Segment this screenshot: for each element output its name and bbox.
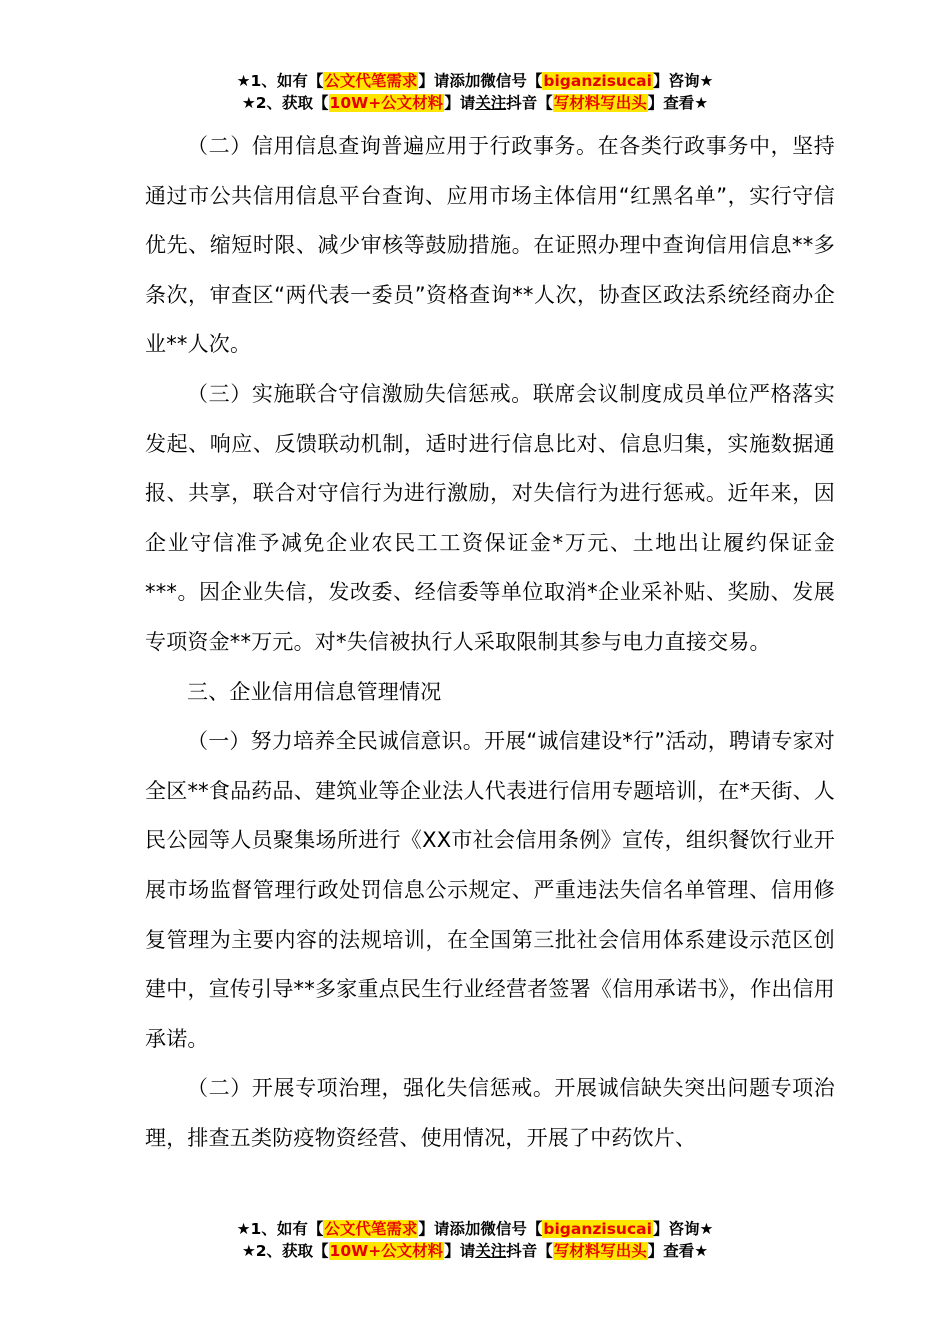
header-line-1-mid: 】请添加微信号【	[418, 72, 543, 90]
header-line-1-post: 】咨询★	[652, 72, 714, 90]
header-line-2-highlight-1: 10W+公文材料	[329, 94, 444, 112]
section-heading-3: 三、企业信用信息管理情况	[187, 679, 442, 704]
footer-line-2-pre: ★2、获取【	[241, 1242, 329, 1260]
footer-line-2-mid-1: 】请	[444, 1242, 476, 1260]
header-banner	[0, 70, 950, 114]
header-line-2	[0, 92, 950, 114]
footer-line-2-post: 】查看★	[647, 1242, 709, 1260]
header-line-2-pre: ★2、获取【	[241, 94, 329, 112]
footer-line-2-highlight-1: 10W+公文材料	[329, 1242, 444, 1260]
footer-line-1-highlight-2: biganzisucai	[543, 1220, 652, 1238]
header-line-2-mid-1: 】请	[444, 94, 476, 112]
footer-line-2-highlight-2: 写材料写出头	[553, 1242, 647, 1260]
footer-line-2	[0, 1240, 950, 1262]
paragraph-integrity-awareness: （一）努力培养全民诚信意识。开展“诚信建设*行”活动，聘请专家对全区**食品药品、建筑业等企业法人代表进行信用专题培训，在*天街、人民公园等人员聚集场所进行《XX市社会信用条例》宣传，组织餐饮行业开展市场监督管理行政处罚信息公示规定、严重违法失信名单管理、信用修复管理为主要内容的法规培训，在全国第三批社会信用体系建设示范区创建中，宣传引导**多家重点民生行业经营者签署《信用承诺书》，作出信用承诺。	[145, 729, 835, 1051]
footer-line-1-post: 】咨询★	[652, 1220, 714, 1238]
paragraph-special-governance: （二）开展专项治理，强化失信惩戒。开展诚信缺失突出问题专项治理，排查五类防疫物资经营、使用情况，开展了中药饮片、	[145, 1076, 835, 1150]
header-line-2-underline: 关注	[475, 94, 507, 112]
header-line-1-highlight-1: 公文代笔需求	[324, 72, 418, 90]
footer-line-1	[0, 1218, 950, 1240]
header-line-1-pre: ★1、如有【	[236, 72, 324, 90]
header-line-2-post: 】查看★	[647, 94, 709, 112]
footer-line-2-mid-2: 抖音【	[506, 1242, 553, 1260]
header-line-2-mid-2: 抖音【	[506, 94, 553, 112]
paragraph-joint-incentive: （三）实施联合守信激励失信惩戒。联席会议制度成员单位严格落实发起、响应、反馈联动机制，适时进行信息比对、信息归集，实施数据通报、共享，联合对守信行为进行激励，对失信行为进行惩戒。近年来，因企业守信准予减免企业农民工工资保证金*万元、土地出让履约保证金***。因企业失信，发改委、经信委等单位取消*企业采补贴、奖励、发展专项资金**万元。对*失信被执行人采取限制其参与电力直接交易。	[145, 381, 835, 654]
paragraph-credit-query: （二）信用信息查询普遍应用于行政事务。在各类行政事务中，坚持通过市公共信用信息平台查询、应用市场主体信用“红黑名单”，实行守信优先、缩短时限、减少审核等鼓励措施。在证照办理中查询信用信息**多条次，审查区“两代表一委员”资格查询**人次，协查区政法系统经商办企业**人次。	[145, 134, 835, 357]
footer-banner	[0, 1218, 950, 1262]
header-line-1	[0, 70, 950, 92]
document-body	[145, 122, 835, 1163]
footer-line-2-underline: 关注	[475, 1242, 507, 1260]
footer-line-1-highlight-1: 公文代笔需求	[324, 1220, 418, 1238]
footer-line-1-mid: 】请添加微信号【	[418, 1220, 543, 1238]
footer-line-1-pre: ★1、如有【	[236, 1220, 324, 1238]
header-line-1-highlight-2: biganzisucai	[543, 72, 652, 90]
header-line-2-highlight-2: 写材料写出头	[553, 94, 647, 112]
